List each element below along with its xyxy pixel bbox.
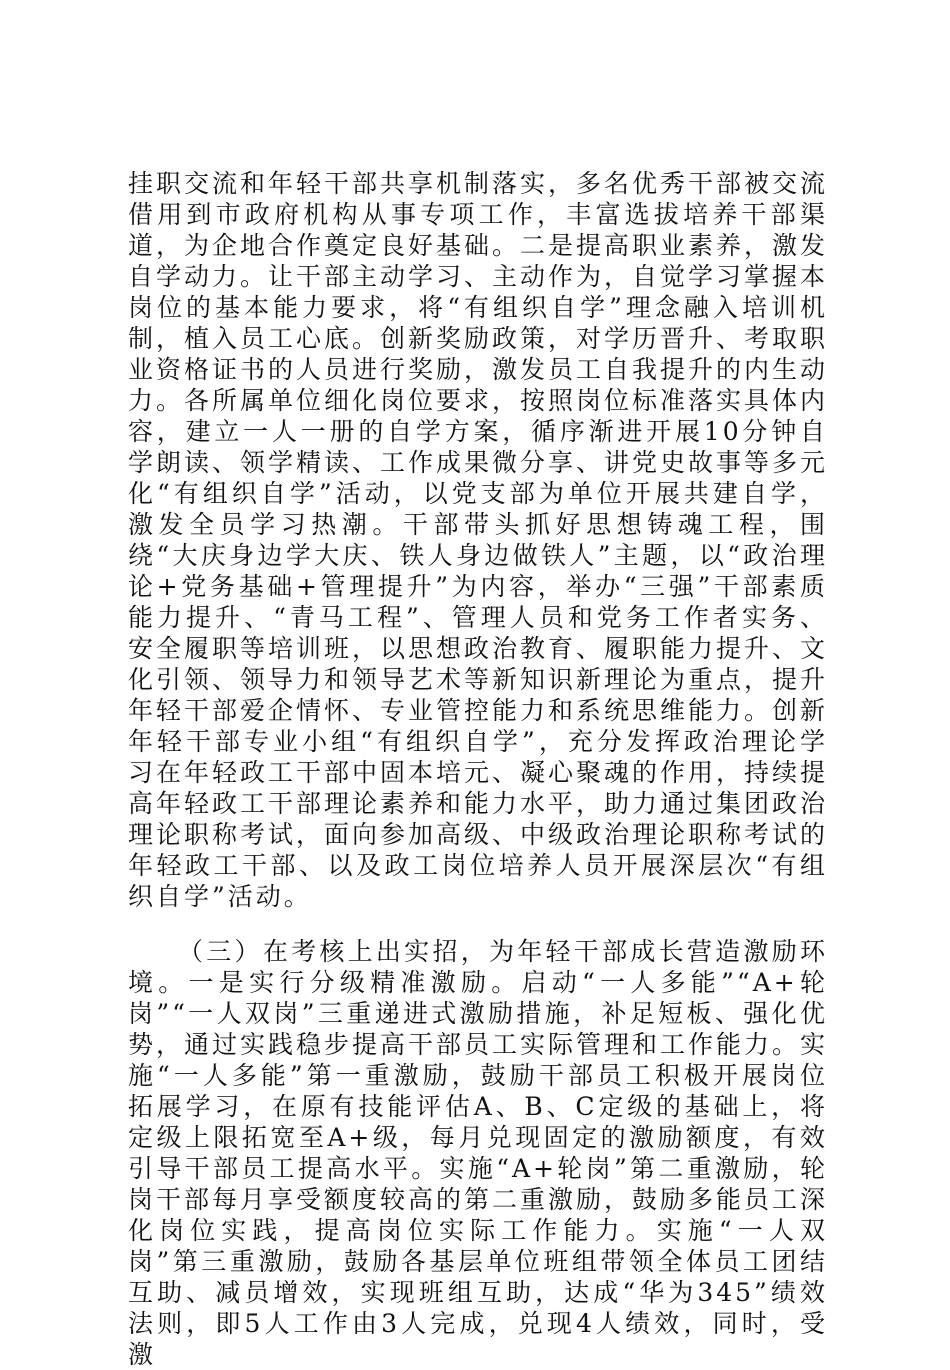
body-paragraph: 挂职交流和年轻干部共享机制落实，多名优秀干部被交流借用到市政府机构从事专项工作，丰富选拔培养干部渠道，为企地合作奠定良好基础。二是提高职业素养，激发自学动力。让干部主动学习、主动作为，自觉学习掌握本岗位的基本能力要求，将“有组织自学”理念融入培训机制，植入员工心底。创新奖励政策，对学历晋升、考取职业资格证书的人员进行奖励，激发员工自我提升的内生动力。各所属单位细化岗位要求，按照岗位标准落实具体内容，建立一人一册的自学方案，循序渐进开展10分钟自学朗读、领学精读、工作成果微分享、讲党史故事等多元化“有组织自学”活动，以党支部为单位开展共建自学，激发全员学习热潮。干部带头抓好思想铸魂工程，围绕“大庆身边学大庆、铁人身边做铁人”主题，以“政治理论+党务基础+管理提升”为内容，举办“三强”干部素质能力提升、“青马工程”、管理人员和党务工作者实务、安全履职等培训班，以思想政治教育、履职能力提升、文化引领、领导力和领导艺术等新知识新理论为重点，提升年轻干部爱企情怀、专业管控能力和系统思维能力。创新年轻干部专业小组“有组织自学”，充分发挥政治理论学习在年轻政工干部中固本培元、凝心聚魂的作用，持续提高年轻政工干部理论素养和能力水平，助力通过集团政治理论职称考试，面向参加高级、中级政治理论职称考试的年轻政工干部、以及政工岗位培养人员开展深层次“有组织自学”活动。 bbox=[128, 169, 829, 911]
body-paragraph: （三）在考核上出实招，为年轻干部成长营造激励环境。一是实行分级精准激励。启动“一人多能”“A+轮岗”“一人双岗”三重递进式激励措施，补足短板、强化优势，通过实践稳步提高干部员工实际管理和工作能力。实施“一人多能”第一重激励，鼓励干部员工积极开展岗位拓展学习，在原有技能评估A、B、C定级的基础上，将定级上限拓宽至A+级，每月兑现固定的激励额度，有效引导干部员工提高水平。实施“A+轮岗”第二重激励，轮岗干部每月享受额度较高的第二重激励，鼓励多能员工深化岗位实践，提高岗位实际工作能力。实施“一人双岗”第三重激励，鼓励各基层单位班组带领全体员工团结互助、减员增效，实现班组互助，达成“华为345”绩效法则，即5人工作由3人完成，兑现4人绩效，同时，受激 bbox=[128, 937, 829, 1369]
document-page bbox=[128, 168, 828, 1370]
